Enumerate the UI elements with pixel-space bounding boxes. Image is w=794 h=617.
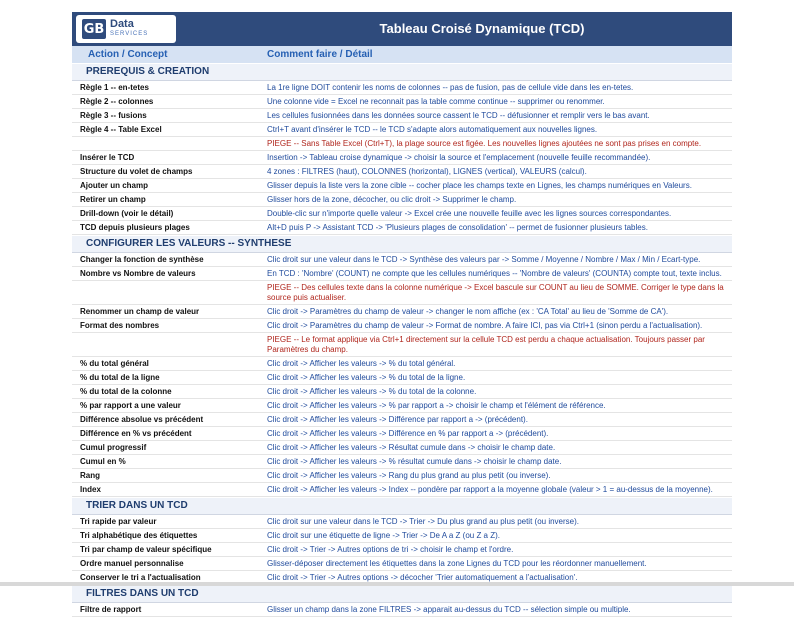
row-detail: En TCD : 'Nombre' (COUNT) ne compte que les cellules numériques -- 'Nombre de valeurs' (COUNTA) compte tout, texte inclus.: [267, 268, 722, 278]
row-detail: Clic droit -> Trier -> Autres options de tri -> choisir le champ et l'ordre.: [267, 544, 514, 554]
company-logo: [76, 15, 176, 43]
row-concept: Drill-down (voir le détail): [80, 208, 174, 218]
row-concept: Structure du volet de champs: [80, 166, 193, 176]
row-concept: [72, 139, 267, 149]
table-row: [72, 357, 732, 371]
row-detail: Clic droit -> Afficher les valeurs -> Index -- pondère par rapport a la moyenne globale (valeur > 1 = au-dessus de la moyenne).: [267, 484, 713, 494]
row-detail: Clic droit -> Afficher les valeurs -> % du total de la ligne.: [267, 372, 466, 382]
table-row: [72, 557, 732, 571]
row-concept: % du total général: [80, 358, 149, 368]
section-title: FILTRES DANS UN TCD: [72, 586, 732, 603]
row-detail: Glisser un champ dans la zone FILTRES -> apparait au-dessus du TCD -- sélection simple ou multiple.: [267, 604, 631, 614]
table-row: [72, 469, 732, 483]
row-detail: Clic droit -> Trier -> Autres options -> décocher 'Trier automatiquement a l'actualisation'.: [267, 572, 578, 582]
row-concept: Tri par champ de valeur spécifique: [80, 544, 212, 554]
table-row: [72, 267, 732, 281]
row-concept: [72, 283, 267, 303]
row-warning-text: PIEGE -- Le format applique via Ctrl+1 directement sur la cellule TCD est perdu a chaque actualisation. Toujours passer par Paramètres du champ.: [267, 334, 705, 354]
row-concept: Cumul en %: [80, 456, 126, 466]
row-concept: Conserver le tri a l'actualisation: [80, 572, 201, 582]
table-row: [72, 319, 732, 333]
table-row: [72, 529, 732, 543]
row-concept: [72, 335, 267, 355]
row-concept: Règle 3 -- fusions: [80, 110, 147, 120]
column-header-row: [72, 46, 732, 63]
logo-tag: SERVICES: [110, 31, 149, 37]
column-header-action: Action / Concept: [88, 49, 168, 60]
row-detail: Double-clic sur n'importe quelle valeur -> Excel crée une nouvelle feuille avec les lignes sources correspondantes.: [267, 208, 672, 218]
row-detail: Clic droit sur une valeur dans le TCD -> Synthèse des valeurs par -> Somme / Moyenne / Nombre / Max / Min / Ecart-type.: [267, 254, 701, 264]
row-concept: Insérer le TCD: [80, 152, 135, 162]
document-header: [72, 12, 732, 46]
table-row: [72, 603, 732, 617]
table-row: [72, 305, 732, 319]
row-concept: Tri alphabétique des étiquettes: [80, 530, 198, 540]
row-concept: Format des nombres: [80, 320, 160, 330]
row-detail: Glisser hors de la zone, décocher, ou clic droit -> Supprimer le champ.: [267, 194, 517, 204]
table-row: [72, 371, 732, 385]
row-detail: Clic droit sur une étiquette de ligne -> Trier -> De A a Z (ou Z a Z).: [267, 530, 500, 540]
row-concept: Règle 2 -- colonnes: [80, 96, 154, 106]
table-row: [72, 441, 732, 455]
table-row: [72, 221, 732, 235]
table-row: [72, 543, 732, 557]
column-header-how: Comment faire / Détail: [267, 49, 373, 60]
section-title: TRIER DANS UN TCD: [72, 498, 732, 515]
row-detail: 4 zones : FILTRES (haut), COLONNES (horizontal), LIGNES (vertical), VALEURS (calcul).: [267, 166, 587, 176]
table-row: [72, 515, 732, 529]
row-concept: Règle 1 -- en-tetes: [80, 82, 149, 92]
table-row: [72, 427, 732, 441]
logo-text: [110, 19, 148, 39]
row-detail: Clic droit -> Paramètres du champ de valeur -> Format de nombre. A faire ICI, pas via Ctrl+1 (sinon perdu a l'actualisation).: [267, 320, 703, 330]
row-concept: Nombre vs Nombre de valeurs: [80, 268, 196, 278]
window-bottom-edge: [0, 582, 794, 586]
row-concept: Index: [80, 484, 101, 494]
row-concept: Ajouter un champ: [80, 180, 149, 190]
row-concept: Ordre manuel personnalise: [80, 558, 184, 568]
row-detail: Clic droit -> Afficher les valeurs -> % du total de la colonne.: [267, 386, 477, 396]
row-concept: % par rapport a une valeur: [80, 400, 181, 410]
row-detail: Clic droit -> Afficher les valeurs -> Différence par rapport a -> (précédent).: [267, 414, 528, 424]
row-detail: Clic droit sur une valeur dans le TCD -> Trier -> Du plus grand au plus petit (ou inverse).: [267, 516, 579, 526]
row-concept: % du total de la ligne: [80, 372, 160, 382]
row-warning-text: PIEGE -- Des cellules texte dans la colonne numérique -> Excel bascule sur COUNT au lieu de SOMME. Corriger le type dans la source puis actualiser.: [267, 282, 724, 302]
row-detail: Alt+D puis P -> Assistant TCD -> 'Plusieurs plages de consolidation' -- permet de fusionner plusieurs tables.: [267, 222, 648, 232]
warning-row: [72, 333, 732, 357]
row-concept: Cumul progressif: [80, 442, 147, 452]
table-row: [72, 483, 732, 497]
table-body: [72, 64, 732, 617]
table-row: [72, 123, 732, 137]
logo-name: Data: [110, 18, 134, 30]
row-detail: Une colonne vide = Excel ne reconnait pas la table comme continue -- supprimer ou renommer.: [267, 96, 605, 106]
row-detail: La 1re ligne DOIT contenir les noms de colonnes -- pas de fusion, pas de cellule vide dans les en-tetes.: [267, 82, 634, 92]
table-row: [72, 81, 732, 95]
row-detail: Clic droit -> Afficher les valeurs -> % du total général.: [267, 358, 456, 368]
row-concept: % du total de la colonne: [80, 386, 172, 396]
section-title: PREREQUIS & CREATION: [72, 64, 732, 81]
warning-row: [72, 137, 732, 151]
table-row: [72, 413, 732, 427]
table-row: [72, 109, 732, 123]
table-row: [72, 165, 732, 179]
table-row: [72, 455, 732, 469]
warning-row: [72, 281, 732, 305]
table-row: [72, 193, 732, 207]
logo-mark: GB: [82, 19, 106, 39]
cheat-sheet: [72, 12, 732, 617]
row-concept: Tri rapide par valeur: [80, 516, 157, 526]
row-concept: Différence en % vs précédent: [80, 428, 192, 438]
row-detail: Clic droit -> Paramètres du champ de valeur -> changer le nom affiche (ex : 'CA Total' au lieu de 'Somme de CA').: [267, 306, 669, 316]
row-detail: Insertion -> Tableau croise dynamique -> choisir la source et l'emplacement (nouvelle feuille recommandée).: [267, 152, 651, 162]
document-title: Tableau Croisé Dynamique (TCD): [379, 21, 585, 36]
row-detail: Clic droit -> Afficher les valeurs -> % par rapport a -> choisir le champ et l'élément de référence.: [267, 400, 606, 410]
table-row: [72, 151, 732, 165]
row-detail: Clic droit -> Afficher les valeurs -> Rang du plus grand au plus petit (ou inverse).: [267, 470, 551, 480]
row-detail: Clic droit -> Afficher les valeurs -> Résultat cumule dans -> choisir le champ date.: [267, 442, 556, 452]
row-concept: Renommer un champ de valeur: [80, 306, 200, 316]
row-detail: Clic droit -> Afficher les valeurs -> Différence en % par rapport a -> (précédent).: [267, 428, 549, 438]
row-concept: TCD depuis plusieurs plages: [80, 222, 190, 232]
row-concept: Changer la fonction de synthèse: [80, 254, 204, 264]
row-concept: Différence absolue vs précédent: [80, 414, 204, 424]
row-detail: Glisser depuis la liste vers la zone cible -- cocher place les champs texte en Lignes, les champs numériques en Valeurs.: [267, 180, 692, 190]
row-concept: Filtre de rapport: [80, 604, 142, 614]
table-row: [72, 399, 732, 413]
row-detail: Clic droit -> Afficher les valeurs -> % résultat cumule dans -> choisir le champ date.: [267, 456, 562, 466]
row-warning-text: PIEGE -- Sans Table Excel (Ctrl+T), la plage source est figée. Les nouvelles lignes ajoutées ne sont pas prises en compte.: [267, 138, 702, 148]
table-row: [72, 385, 732, 399]
table-row: [72, 95, 732, 109]
row-concept: Règle 4 -- Table Excel: [80, 124, 162, 134]
row-concept: Rang: [80, 470, 100, 480]
table-row: [72, 207, 732, 221]
table-row: [72, 179, 732, 193]
row-concept: Retirer un champ: [80, 194, 146, 204]
row-detail: Glisser-déposer directement les étiquettes dans la zone Lignes du TCD pour les réordonner manuellement.: [267, 558, 647, 568]
row-detail: Ctrl+T avant d'insérer le TCD -- le TCD s'adapte alors automatiquement aux nouvelles lignes.: [267, 124, 598, 134]
table-row: [72, 253, 732, 267]
row-detail: Les cellules fusionnées dans les données source cassent le TCD -- défusionner et remplir vers le bas avant.: [267, 110, 650, 120]
section-title: CONFIGURER LES VALEURS -- SYNTHESE: [72, 236, 732, 253]
